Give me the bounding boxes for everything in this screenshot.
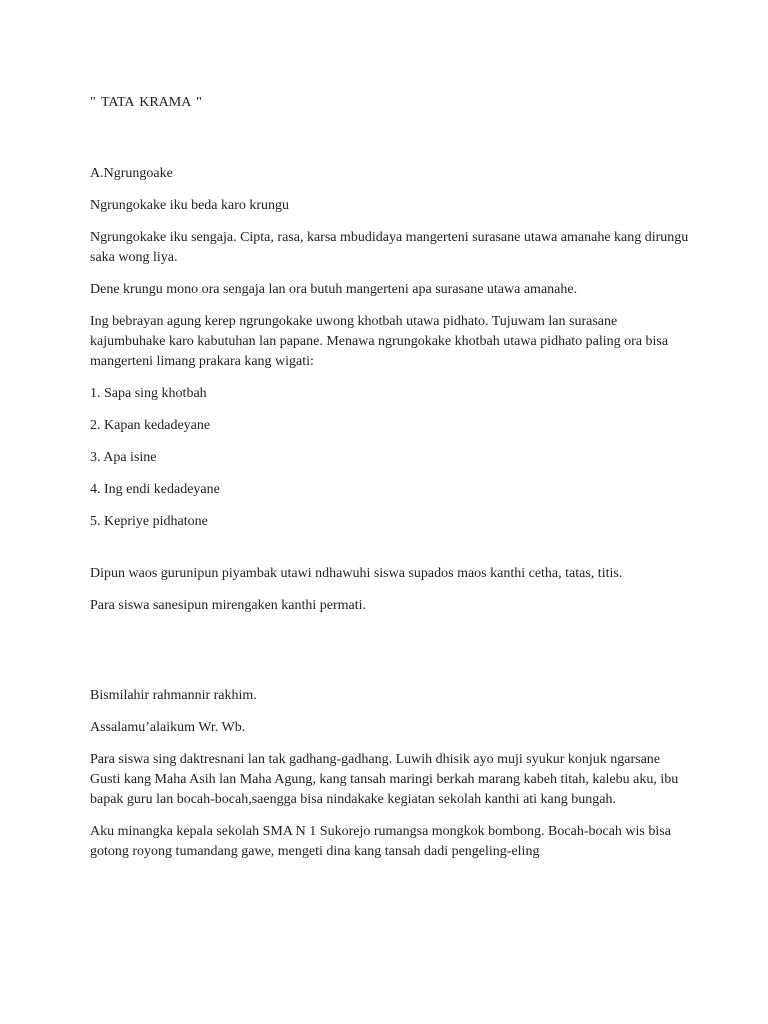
paragraph: Ing bebrayan agung kerep ngrungokake uwong khotbah utawa pidhato. Tujuwam lan surasane kajumbuhake karo kabutuhan lan papane. Menawa ngrungokake khotbah utawa pidhato paling ora bisa mangerteni limang prakara kang wigati: — [90, 314, 669, 369]
paragraph: Dipun waos gurunipun piyambak utawi ndhawuhi siswa supados maos kanthi cetha, tatas, titis. — [90, 566, 623, 581]
blank-lines — [90, 628, 690, 686]
list-item: 4. Ing endi kedadeyane — [90, 482, 220, 497]
section-heading: A.Ngrungoake — [90, 166, 173, 181]
paragraph: Ngrungokake iku sengaja. Cipta, rasa, karsa mbudidaya mangerteni surasane utawa amanahe kang dirungu saka wong liya. — [90, 230, 689, 265]
list-item: 5. Kepriye pidhatone — [90, 514, 208, 529]
list-item: 2. Kapan kedadeyane — [90, 418, 211, 433]
list-item: 3. Apa isine — [90, 450, 157, 465]
paragraph: Assalamu’alaikum Wr. Wb. — [90, 720, 246, 735]
paragraph: Para siswa sanesipun mirengaken kanthi permati. — [90, 598, 367, 613]
paragraph: Bismilahir rahmannir rakhim. — [90, 688, 257, 703]
blank-line — [90, 544, 690, 564]
document-title: " TATA KRAMA " — [90, 95, 202, 110]
paragraph: Para siswa sing daktresnani lan tak gadhang-gadhang. Luwih dhisik ayo muji syukur konjuk ngarsane Gusti kang Maha Asih lan Maha Agung, kang tansah maringi berkah marang kabeh titah, kalebu aku, ibu bapak guru lan bocah-bocah,saengga bisa nindakake kegiatan sekolah kanthi ati kang bungah. — [90, 752, 679, 807]
list-item: 1. Sapa sing khotbah — [90, 386, 207, 401]
paragraph: Ngrungokake iku beda karo krungu — [90, 198, 290, 213]
document-content — [90, 93, 690, 874]
paragraph: Aku minangka kepala sekolah SMA N 1 Sukorejo rumangsa mongkok bombong. Bocah-bocah wis bisa gotong royong tumandang gawe, mengeti dina kang tansah dadi pengeling-eling — [90, 824, 671, 859]
paragraph: Dene krungu mono ora sengaja lan ora butuh mangerteni apa surasane utawa amanahe. — [90, 282, 578, 297]
